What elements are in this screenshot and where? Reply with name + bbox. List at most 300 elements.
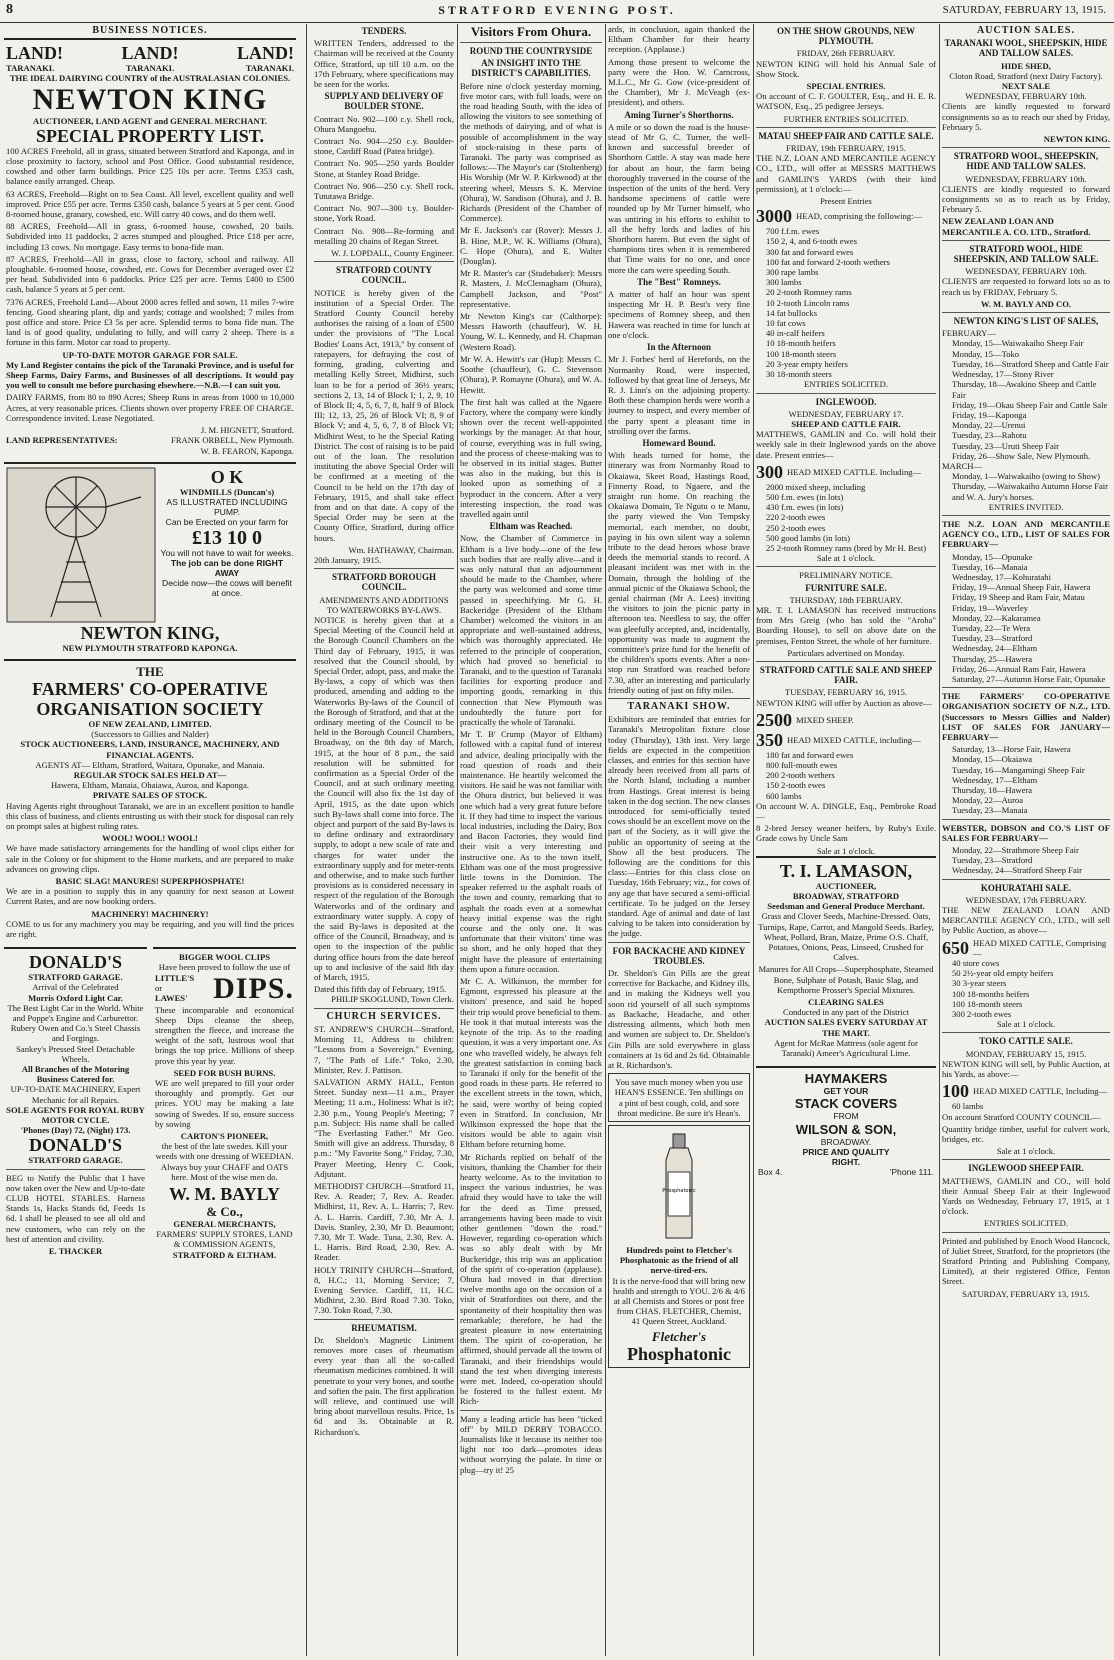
windmill-wait: You will not have to wait for weeks. bbox=[160, 547, 294, 558]
head-count: 3000 bbox=[756, 206, 792, 227]
article-paragraph: Mr E. Jackson's car (Rover): Messrs J. B. Hine, M.P., W. K. Williams (Ohura), C. Hope (Ohura), and E. Walter (Douglas). bbox=[460, 225, 602, 267]
windmill-decide: Decide now—the cows will benefit at once. bbox=[162, 578, 292, 599]
head-count: 100 bbox=[942, 1081, 969, 1102]
nk-toko-body: NEWTON KING will sell, by Public Auction, at his Yards, as above:— bbox=[942, 1058, 1110, 1080]
church-notice: HOLY TRINITY CHURCH—Stratford, 8, H.C.; 11, Morning Service; 7, Evening Service. Cardiff, 11, H.C. Midhirst, 2.30. Bird Road 7.30. Toko, 7.30. Toko Road, 7.30. bbox=[314, 1264, 454, 1316]
article-paragraph: Mr Richards replied on behalf of the visitors, thanking the Chamber for their hearty welcome. As to the invitation to inspect the various industries, he was afraid they would have to take the will for the deed as Time pressed, arrangements having been made to visit other gentlemen "down the road." However, regarding co-operation which was so ably dealt with by Mr Buckeridge, this trip was an application of the spirit of co-operation (applause). Ohura had moved in that direction twelve months ago on the occasion of a visit of Stratfordites out there, and the spontaneity of their hospitality then was remarkable; therefore, he had the greatest pleasure in now entertaining them. The spirit of co-operation, he affirmed, should pervade all the towns of Taranaki, and their friendships would stand the test when diverging interests were met. Indeed, co-operation should be fostered to the fullest extent. Mr Rich- bbox=[460, 1151, 602, 1407]
wool-body: We have made satisfactory arrangements for the handling of wool clips either for sale in the Colony or for shipment to the Home markets, and are prepared to make advances on growing clips. bbox=[6, 843, 294, 874]
windmill-title: WINDMILLS (Duncan's) bbox=[179, 486, 275, 497]
list-item: Monday, 1—Waiwakaiho (owing to Show) bbox=[952, 471, 1100, 482]
windmill-erect: Can be Erected on your farm for bbox=[165, 517, 289, 528]
article-paragraph: Mr W. A. Hewitt's car (Hup): Messrs C. Soothe (chauffeur), G. C. Stevenson (Ohura), P. Romayne (Ohura), and W. A. Hewitt. bbox=[460, 353, 602, 395]
stock-list bbox=[756, 226, 936, 379]
donalds-phones: 'Phones (Day) 72, (Night) 173. bbox=[20, 1125, 131, 1136]
dingle-body: 8 2-bred Jersey weaner heifers, by Ruby's Exile. Grade cows by Uncle Sam bbox=[756, 823, 936, 844]
bottom-ads bbox=[4, 947, 296, 1266]
divider bbox=[942, 879, 1110, 880]
list-item: Thursday, 18—Hawera bbox=[952, 785, 1033, 796]
medicine-bottle-icon bbox=[656, 1132, 702, 1242]
basic-heading: BASIC SLAG! MANURES! SUPERPHOSPHATE! bbox=[55, 875, 245, 886]
mon-15: MONDAY, FEBRUARY 15, 1915. bbox=[965, 1048, 1087, 1059]
divider bbox=[942, 515, 1110, 516]
furniture-heading: FURNITURE SALE. bbox=[805, 582, 887, 593]
list-item: Tuesday, 16—Stratford Sheep and Cattle Fair bbox=[952, 358, 1109, 369]
divider bbox=[608, 942, 750, 943]
list-item: Wednesday, 24—Eltham bbox=[952, 643, 1038, 654]
taranaki-word: TARANAKI. bbox=[245, 63, 294, 74]
donalds-garage-ad bbox=[4, 947, 147, 1263]
church-notice: METHODIST CHURCH—Stratford 11, Rev. A. Reader; 7, Rev. A. Reader. Midhirst, 11, Rev. A. L. Harris; 7, Rev. A. L. Harris. Cardiff, 7.30, Mr A. J. Davis. Stanley, 2.30, Mr D. Beaumont; 7.30, Mr T. Wade. Tuna, 2.30, Rev. A. L. Harris. Bird Road, 2.30, Rev. A. Reader. bbox=[314, 1180, 454, 1263]
divider bbox=[942, 1159, 1110, 1160]
sales-list bbox=[942, 845, 1110, 876]
dip-lawes: LAWES' bbox=[155, 992, 188, 1003]
phone-number: 'Phone 111. bbox=[889, 1167, 934, 1178]
column-rule bbox=[457, 24, 458, 1656]
kohuratahi-heading: KOHURATAHI SALE. bbox=[980, 882, 1072, 893]
showgrounds-heading: ON THE SHOW GROUNDS, NEW PLYMOUTH. bbox=[777, 26, 915, 47]
donalds-sole: SOLE AGENTS FOR ROYAL RUBY MOTOR CYCLE. bbox=[6, 1104, 145, 1126]
thu-18: THURSDAY, 18th FEBRUARY. bbox=[789, 594, 903, 605]
windmill-sub: AS ILLUSTRATED INCLUDING PUMP. bbox=[166, 496, 288, 518]
windmill-firm: NEWTON KING, bbox=[80, 622, 220, 643]
list-item: Friday, 19—Kaponga bbox=[952, 409, 1027, 420]
clearing-body: Conducted in any part of the District bbox=[782, 1007, 909, 1018]
divider bbox=[942, 240, 1110, 241]
issue-date: SATURDAY, FEBRUARY 13, 1915. bbox=[942, 4, 1106, 16]
column-rule bbox=[753, 24, 754, 1656]
hay-line: GET YOUR bbox=[823, 1086, 869, 1097]
phos-brand-2: Phosphatonic bbox=[626, 1343, 732, 1364]
list-item: 30 18-month steers bbox=[766, 369, 832, 380]
list-item: 10 fat cows bbox=[766, 318, 806, 329]
list-item: Tuesday, 22—Te Wera bbox=[952, 622, 1031, 633]
divider bbox=[942, 312, 1110, 313]
article-paragraph: ards, in conclusion, again thanked the Eltham Chamber for their hearty reception. (Applause.) bbox=[608, 24, 750, 55]
contract: Contract No. 907—300 t.y. Boulder-stone, York Road. bbox=[314, 203, 454, 224]
list-item: Monday, 22—Kakaramea bbox=[952, 612, 1041, 623]
list-item: Monday, 15—Opunake bbox=[952, 551, 1033, 562]
list-item: Saturday, 27—Autumn Horse Fair, Opunake bbox=[952, 673, 1106, 684]
wilson-ad bbox=[756, 1066, 936, 1180]
list-item: Thursday, 18—Awakino Sheep and Cattle Fair bbox=[952, 379, 1097, 400]
dips-names bbox=[155, 973, 194, 1005]
article-title: Visitors From Ohura. bbox=[470, 24, 592, 39]
bayly-intro: Have been proved to follow the use of bbox=[158, 962, 291, 973]
further-entries: FURTHER ENTRIES SOLICITED. bbox=[783, 113, 909, 124]
list-item: 30 3-year steers bbox=[952, 978, 1007, 989]
article-paragraph: Mr T. B' Crump (Mayor of Eltham) followed with a capital fund of interest and advice, dealing principally with the road question of roads and their maintenance. He heartily welcomed the visitors. He said he was not familiar with the Ohura district, but believed it was one which had a very great future before it. If they had time to inspect the various local industries, including the Dairy, Box and Bacon Factories, they would find their visit a very interesting and instructive one. As to the town itself, Eltham was one of the most progressive little towns in the Dominion. The speaker referred to the asphalt roads of the town and county, remarking that to asphalt the roads even at a somewhat heavy initial expense was the right course and the only one. It was unfortunate that their visitors' time was so short, and he only hoped that they might have the pleasure of entertaining them upon a future occasion. bbox=[460, 729, 602, 974]
wed-10: WEDNESDAY, FEBRUARY 10th. bbox=[965, 266, 1087, 277]
sale-time: Sale at 1 o'clock. bbox=[996, 1146, 1056, 1157]
stables-signature: E. THACKER bbox=[48, 1246, 103, 1257]
month-label: FEBRUARY— bbox=[942, 328, 996, 339]
farmers-successors: (Successors to Gillies and Nalder) bbox=[91, 729, 209, 740]
list-item: 20 3-year empty heifers bbox=[766, 358, 848, 369]
divider bbox=[942, 819, 1110, 820]
amendments-heading: AMENDMENTS AND ADDITIONS TO WATERWORKS BY-LAWS. bbox=[319, 594, 449, 615]
head-desc: MIXED SHEEP. bbox=[796, 714, 854, 725]
article-paragraph: Mr Newton King's car (Calthorpe): Messrs Haworth (chauffeur), W. H. Young, W. L. Kennedy, and H. Chapman (Western Road). bbox=[460, 311, 602, 352]
divider bbox=[756, 566, 936, 567]
nk-show-sale: NEWTON KING will hold his Annual Sale of Show Stock. bbox=[756, 58, 936, 79]
heans-essence-ad: You save much money when you use HEAN'S ESSENCE. Ten shillings on a pint of best cough, cold, and sore throat medicine. Be sure it's Hean's. bbox=[608, 1073, 750, 1122]
land-word: LAND! bbox=[6, 43, 63, 64]
nk-signature: NEWTON KING. bbox=[1043, 134, 1110, 145]
machinery-heading: MACHINERY! MACHINERY! bbox=[91, 908, 209, 919]
farmers-coop-ad bbox=[4, 659, 296, 944]
head-2500 bbox=[756, 710, 936, 730]
nzl-list-heading: THE N.Z. LOAN AND MERCANTILE AGENCY CO., LTD., LIST OF SALES FOR FEBRUARY— bbox=[942, 518, 1110, 550]
list-item: 200 2-tooth wethers bbox=[766, 770, 835, 781]
list-title: SPECIAL PROPERTY LIST. bbox=[36, 125, 264, 146]
mg-annual-body: MATTHEWS, GAMLIN and CO., will hold their Annual Sheep Fair at their Inglewood Yards on Wednesday, February 17, 1915, at 1 o'clock. bbox=[942, 1175, 1110, 1217]
month-label: MARCH— bbox=[942, 460, 983, 471]
farmers-stock: STOCK AUCTIONEERS, LAND, INSURANCE, MACHINERY, AND FINANCIAL AGENTS. bbox=[20, 739, 280, 760]
dip-little: LITTLE'S bbox=[155, 972, 195, 983]
tara-wool-heading: TARANAKI WOOL, SHEEPSKIN, HIDE AND TALLOW SALES. bbox=[944, 38, 1108, 59]
taranaki-word: TARANAKI. bbox=[125, 63, 175, 74]
masthead: STRATFORD EVENING POST. bbox=[438, 3, 676, 17]
til-manures: Manures for All Crops—Superphosphate, Steamed Bone, Sulphate of Potash, Basic Slag, and Kempthorne Prosser's Special Mixtures. bbox=[758, 964, 934, 995]
firm-name: NEWTON KING bbox=[32, 82, 268, 116]
hide-shed: HIDE SHED, bbox=[1001, 60, 1051, 71]
list-item: 100 18-month steers bbox=[766, 348, 837, 359]
nk-offer: NEWTON KING will offer by Auction as above— bbox=[756, 697, 932, 708]
dingle-account: On account W. A. DINGLE, Esq., Pembroke Road— bbox=[756, 800, 936, 821]
list-item: 10 18-month heifers bbox=[766, 338, 836, 349]
list-item: 500 good lambs (in lots) bbox=[766, 532, 851, 543]
machinery-body: COME to us for any machinery you may be requiring, and you will find the prices are right. bbox=[6, 918, 294, 939]
list-item: Wednesday, 24—Stratford Sheep Fair bbox=[952, 865, 1083, 876]
tue-16: TUESDAY, FEBRUARY 16, 1915. bbox=[785, 687, 907, 698]
phos-body: It is the nerve-food that will bring new health and strength to YOU. 2/6 & 4/6 at all Chemists and Stores or post free from CHAS. FLETCHER, Chemist, 41 Queen Street, Auckland. bbox=[612, 1275, 746, 1327]
show-heading: TARANAKI SHOW. bbox=[627, 701, 731, 712]
inglewood-fair-heading: INGLEWOOD SHEEP FAIR. bbox=[968, 1163, 1084, 1174]
contract: Contract No. 902—100 c.y. Shell rock, Ohura Mangoehu. bbox=[314, 113, 454, 134]
column-rule bbox=[605, 24, 606, 1656]
donalds-sankey: Sankey's Pressed Steel Detachable Wheels. bbox=[16, 1043, 135, 1064]
land-register: My Land Register contains the pick of the Taranaki Province, and is useful for Sheep Farms, Dairy Farms, and Businesses of all descriptions. It would pay you well to consult me before purchasing elsewhere.—N.B.—I can suit you. bbox=[6, 359, 294, 391]
windmill-job: The job can be done RIGHT AWAY bbox=[170, 557, 284, 578]
phosphatonic-ad bbox=[608, 1125, 750, 1368]
page-header bbox=[0, 0, 1114, 23]
til-address: BROADWAY, STRATFORD bbox=[792, 891, 900, 902]
list-item: Monday, 15—Waiwakaiho Sheep Fair bbox=[952, 338, 1084, 349]
friday-19: FRIDAY, 19th FEBRUARY, 1915. bbox=[786, 143, 906, 154]
hay-line: STACK COVERS bbox=[794, 1096, 898, 1112]
list-item: 14 fat bullocks bbox=[766, 307, 818, 318]
stratford-cattle-heading: STRATFORD CATTLE SALE AND SHEEP FAIR. bbox=[759, 664, 933, 686]
phos-head: Hundreds point to Fletcher's Phosphatonic as the friend of all nerve-tired-ers. bbox=[619, 1244, 739, 1276]
divider bbox=[314, 1008, 454, 1009]
sales-list bbox=[942, 471, 1110, 502]
sales-list bbox=[942, 744, 1110, 815]
clients-notice: CLIENTS are kindly requested to forward consignments so as to reach us by Friday, February 5. bbox=[942, 183, 1110, 215]
nk-list-heading: NEWTON KING'S LIST OF SALES, bbox=[953, 316, 1099, 327]
head-count: 300 bbox=[756, 461, 783, 482]
list-item: Tuesday, 23—Manaia bbox=[952, 805, 1028, 816]
printer-imprint: Printed and published by Enoch Wood Hancock, of Juliet Street, Stratford, for the proprietors (the Stratford Printing and Publishing Company, Limited), at their registered Office, Fenton Street. bbox=[942, 1235, 1110, 1287]
present-entries: Present Entries bbox=[820, 196, 872, 207]
column-rule bbox=[306, 24, 307, 1656]
list-item: 100 18-months heifers bbox=[952, 988, 1030, 999]
windmill-towns: NEW PLYMOUTH STRATFORD KAPONGA. bbox=[62, 642, 238, 653]
til-name: T. I. LAMASON, bbox=[779, 860, 913, 881]
particulars: Particulars advertised on Monday. bbox=[787, 647, 905, 658]
windmill-block bbox=[6, 467, 294, 623]
sheep-fair: SHEEP AND CATTLE FAIR. bbox=[791, 418, 901, 429]
church-notice: SALVATION ARMY HALL, Fenton Street. Sunday next—11 a.m., Prayer Meeting; 11 a.m., Holiness: What is it?; 2.30 p.m., Young People's Meeting; 7 p.m. Subject: His name shall be called "The Everlasting Father." Mr Geo. Smith will give an address. Thursday, 8 p.m.: "My Favorite Song." Friday, 7.30, Prayer Meeting, Henry C. Cook, Adjutant. bbox=[314, 1076, 454, 1179]
windmill-illustration-icon bbox=[6, 467, 156, 623]
divider bbox=[608, 698, 750, 699]
borough-heading: STRATFORD BOROUGH COUNCIL. bbox=[331, 572, 437, 593]
divider bbox=[756, 661, 936, 662]
dairy-farms: DAIRY FARMS, from 80 to 890 Acres; Sheep Runs in areas from 1000 to 10,000 Acres, at very reasonable prices. Clients shown over property FREE OF CHARGE. Correspondence invited. Lease Negotiated. bbox=[6, 392, 294, 423]
donalds-sub: STRATFORD GARAGE. bbox=[28, 972, 123, 983]
ideal-country: THE IDEAL DAIRYING COUNTRY of the AUSTRALASIAN COLONIES. bbox=[9, 73, 291, 84]
divider bbox=[314, 1319, 454, 1320]
firm-role: AUCTIONEER, LAND AGENT and GENERAL MERCHANT. bbox=[33, 115, 267, 126]
list-item: 300 lambs bbox=[766, 277, 802, 288]
windmill-price: £13 10 0 bbox=[192, 526, 262, 549]
strat-wool-heading: STRATFORD WOOL, SHEEPSKIN, HIDE AND TALLOW SALES. bbox=[953, 151, 1099, 172]
tenders-heading: TENDERS. bbox=[361, 26, 407, 36]
head-3000 bbox=[756, 206, 936, 226]
strat-wool-heading-2: STRATFORD WOOL, HIDE SHEEPSKIN, AND TALLOW SALE. bbox=[953, 243, 1099, 265]
nz-loan-body: THE N.Z. LOAN AND MERCANTILE AGENCY CO., LTD., will offer at MESSRS MATTHEWS and GAMLIN'S YARDS (with their kind permission), at 1 o'clock:— bbox=[756, 153, 936, 194]
entries-invited: ENTRIES INVITED. bbox=[988, 501, 1064, 512]
bayly-stores: FARMERS' SUPPLY STORES, LAND & COMMISSION AGENTS, bbox=[156, 1229, 293, 1250]
list-item: 180 fat and forward ewes bbox=[766, 749, 854, 760]
head-100 bbox=[942, 1081, 1110, 1101]
article-paragraph: A mile or so down the road is the house-stead of Mr G. C. Turner, the well-known and successful breeder of Shorthorn Cattle. A stay was made here for about an hour, the farm being thoroughly traversed in the course of the inspection of the units of the herd. Very handsome specimens of cattle were rounded up by Mr Turner himself, who was untiring in his efforts to exhibit to all the hefty lords and ladies of his Shorthorn harem. But even the sight of champions tires when it is remembered that Time waits for no one, and once more the cars were speeding South. bbox=[608, 121, 750, 275]
motor-garage: UP-TO-DATE MOTOR GARAGE FOR SALE. bbox=[62, 349, 238, 360]
carton-body: the best of the late swedes. Kill your weeds with one dressing of WEEDIAN. Always buy your CHAFF and OATS here. Most of the wise men do. bbox=[155, 1141, 294, 1182]
show-body: Exhibitors are reminded that entries for Taranaki's Metropolitan fixture close today (Thursday), 13th inst. Very large fields are expected in the competition classes, and entries for this section have already been received from all parts of the North Island, including a number from Hastings. Great interest is being taken in the dog section. The new classes introduced for semi-officially tested cows should be an excellent move on the part of the Society, as it will give the public an opportunity of seeing at the Show all the best producers. The following are the conditions for this class:—Entries for this class close on Tuesday, 16th February; viz., for cows of any age that have secured a semi-official certificate. To be judged on the Jersey standard. Age of animal and date of last calving to be taken into consideration by the judge. bbox=[608, 714, 750, 939]
article-paragraph: Before nine o'clock yesterday morning, five motor cars, with full loads, were on the road heading South, with the idea of allowing the visitors to see something of the methods of dairying, and of what is possible of accomplishment in the way of stock-raising in these parts of Taranaki. The party was comprised as follows:—The Mayor's car (Stoltenberg) His Worship (Mr W. P. Kirkwood) at the steering wheel, Messrs S. K. Mervine (Ohura), W. Sandison (Ohura), and J. B. Richards (President of the Chamber of Commerce). bbox=[460, 80, 602, 224]
list-item: Tuesday, 23—Uruti Sheep Fair bbox=[952, 440, 1060, 451]
list-item: 250 2-tooth ewes bbox=[766, 522, 826, 533]
contract: Contract No. 906—250 c.y. Shell rock, Tututawa Bridge. bbox=[314, 180, 454, 202]
article-paragraph: The first halt was called at the Ngaere Factory, where the company were kindly shown over the recent well-appointed workings by the manager. At that hour, of course, everything was in full swing, and the process of cheese-making was to be observed in its initial stages. Butter was also in the making, but this is looked upon as something of a byproduct in the concern. After a very interesting inspection, the road was travelled again until bbox=[460, 396, 602, 519]
list-item: 600 lambs bbox=[766, 790, 802, 801]
list-item: Monday, 22—Strathmore Sheep Fair bbox=[952, 845, 1079, 856]
sales-list bbox=[942, 338, 1110, 460]
til-seeds: Seedsman and General Produce Merchant. bbox=[767, 901, 925, 912]
list-item: Friday, 26—Show Sale, New Plymouth. bbox=[952, 450, 1091, 461]
donalds-uptodate: UP-TO-DATE MACHINERY, Expert Mechanic for all Repairs. bbox=[10, 1084, 141, 1105]
seed-body: WE are well prepared to fill your order thoroughly and promptly. Get our prices. YOU may be making a late sowing of Swedes. If so, ensure success by sowing bbox=[155, 1078, 294, 1129]
donalds-name-2: DONALD'S bbox=[28, 1135, 122, 1156]
list-item: Tuesday, 23—Rahotu bbox=[952, 430, 1027, 441]
list-item: Friday, 19—Waverley bbox=[952, 602, 1029, 613]
list-item: Thursday, 25—Hawera bbox=[952, 653, 1033, 664]
entries-solicited: ENTRIES SOLICITED. bbox=[983, 1218, 1069, 1229]
sale-time: Sale at 1 o'clock. bbox=[996, 1019, 1056, 1030]
lamason-ad bbox=[756, 856, 936, 1063]
auction-every: AUCTION SALES EVERY SATURDAY AT THE MART. bbox=[764, 1017, 928, 1038]
church-heading: CHURCH SERVICES. bbox=[326, 1010, 442, 1022]
hay-line: PRICE AND QUALITY bbox=[802, 1146, 890, 1157]
list-item: 50 2½-year old empty heifers bbox=[952, 968, 1054, 979]
clients-notice: CLIENTS are requested to forward lots so as to reach us by FRIDAY, February 5. bbox=[942, 276, 1110, 297]
turner-subhead: Aming Turner's Shorthorns. bbox=[624, 109, 734, 120]
donalds-best: The Best Light Car in the World. White and Poppe's Engine and Carburettor. bbox=[7, 1002, 144, 1023]
column-rule bbox=[939, 24, 940, 1656]
land-word: LAND! bbox=[121, 43, 179, 64]
head-desc: HEAD MIXED CATTLE, including— bbox=[787, 734, 921, 745]
article-subtitle-2: AN INSIGHT INTO THE DISTRICT'S CAPABILITIES. bbox=[471, 58, 591, 79]
hay-line: WILSON & SON, bbox=[795, 1121, 897, 1137]
list-item: Tuesday, 16—Manaia bbox=[952, 561, 1028, 572]
wed-17: WEDNESDAY, 17th FEBRUARY. bbox=[965, 894, 1087, 905]
list-item: 25 2-tooth Romney rams (bred by Mr H. Best) bbox=[766, 542, 927, 553]
clearing-heading: CLEARING SALES bbox=[808, 997, 884, 1008]
council-date: 20th January, 1915. bbox=[314, 554, 382, 565]
bayly-co: & Co., bbox=[206, 1204, 243, 1220]
contract: Contract No. 905—250 yards Boulder Stone, at Stanley Road Bridge. bbox=[314, 158, 454, 179]
list-item: Wednesday, 17—Kohuratahi bbox=[952, 571, 1051, 582]
next-sale: NEXT SALE bbox=[1001, 81, 1051, 92]
mattress-agent: Agent for McRae Mattress (sole agent for Taranaki) Ameer's Agricultural Lime. bbox=[774, 1037, 918, 1059]
hay-line: HAYMAKERS bbox=[804, 1071, 888, 1087]
newton-king-property-ad bbox=[4, 38, 296, 459]
column-auction-sales bbox=[942, 24, 1110, 1656]
list-item: 2000 mixed sheep, including bbox=[766, 481, 866, 492]
head-count: 2500 bbox=[756, 709, 792, 730]
borough-signature: PHILIP SKOGLUND, Town Clerk. bbox=[331, 994, 454, 1005]
borough-body: NOTICE is hereby given that at a Special Meeting of the Council held at the Borough Council Chambers on the Third day of February, 1915, it was resolved that the Council should, by Special Order, adopt, pass, and make the By-laws, a copy of which was then produced, amending and adding to the Waterworks By-laws of the Council of the Borough of Stratford, and that at the ordinary meeting of the Council to be held in the Borough Council Chambers, Broadway, on the 8th day of March, 1915, at the hour of 8 p.m., the said resolution will be submitted for confirmation as a Special Order of the Council, and at such ordinary meeting the Council will also fix the 1st day of April, 1915, as the date upon which such By-laws shall come into force. The object and purport of the said By-laws is to define ordinary and extraordinary supply, to adopt a new scale of rate and charges for water under the extraordinary supply and for meter-rents and otherwise, and to make such further provisions as is considered necessary in respect of the regulation of the Borough Waterworks and of the ordinary and extraordinary water supply. A copy of the said By-laws is deposited at the office of the Council, Broadway, and is open to the inspection of the public during office hours from the date hereof up to and inclusive of the said 8th day of March, 1915. bbox=[314, 614, 454, 983]
listing: 100 ACRES Freehold, all in grass, situated between Stratford and Kaponga, and in close proximity to factory, school and Post Office. Good substantial residence, cowshed and other farm buildings. Price £25 10s per acre. Terms £353 cash, balance easily arranged. Cheap. bbox=[6, 145, 294, 187]
county-account: On account Stratford COUNTY COUNCIL— bbox=[942, 1111, 1101, 1122]
seed-heading: SEED FOR BUSH BURNS. bbox=[173, 1067, 276, 1078]
wed-17: WEDNESDAY, FEBRUARY 17. bbox=[788, 408, 904, 419]
taranaki-word: TARANAKI. bbox=[6, 63, 55, 74]
list-item: 700 f.f.m. ewes bbox=[766, 226, 820, 237]
land-word: LAND! bbox=[237, 43, 294, 64]
agent-hignett: J. M. HIGNETT, Stratford. bbox=[200, 425, 294, 436]
list-item: 500 f.m. ewes (in lots) bbox=[766, 491, 844, 502]
fcos-list-heading: THE FARMERS' CO-OPERATIVE ORGANISATION SOCIETY OF N.Z., LTD. (Successors to Messrs Gillies and Nalder) LIST OF SALES FOR JANUARY—FEBRUARY— bbox=[942, 691, 1110, 742]
column-visitors-article bbox=[460, 24, 602, 1656]
agent-orbell: FRANK ORBELL, New Plymouth. bbox=[171, 435, 294, 446]
bayly-signature: W. M. BAYLY AND CO. bbox=[980, 298, 1072, 309]
clients-notice: Clients are kindly requested to forward consignments so as to reach our shed by Friday, February 5. bbox=[942, 101, 1110, 132]
divider bbox=[314, 568, 454, 569]
list-item: 300 2-tooth ewes bbox=[952, 1009, 1012, 1020]
inglewood-heading: INGLEWOOD. bbox=[815, 396, 877, 407]
dips-block bbox=[155, 973, 294, 1005]
donalds-car: Morris Oxford Light Car. bbox=[28, 992, 123, 1003]
romneys-subhead: The "Best" Romneys. bbox=[637, 276, 721, 287]
friday-26: FRIDAY, 26th FEBRUARY. bbox=[796, 48, 896, 59]
divider bbox=[756, 393, 936, 394]
nzl-kohu-body: THE NEW ZEALAND LOAN AND MERCANTILE AGENCY CO., LTD., will sell by Public Auction, as above— bbox=[942, 905, 1110, 936]
agent-fearon: W. B. FEARON, Kaponga. bbox=[200, 445, 294, 456]
basic-body: We are in a position to supply this in any quantity for next season at Lowest Current Rates, and are now booking orders. bbox=[6, 886, 294, 907]
column-business-notices bbox=[4, 24, 296, 1656]
wool-heading: WOOL! WOOL! WOOL! bbox=[102, 833, 198, 844]
donalds-arrival: Arrival of the Celebrated bbox=[32, 982, 119, 993]
list-item: Friday, 26—Annual Ram Fair, Hawera bbox=[952, 663, 1086, 674]
rheumatism-heading: RHEUMATISM. bbox=[351, 1322, 417, 1333]
backache-heading: FOR BACKACHE AND KIDNEY TROUBLES. bbox=[612, 945, 746, 966]
entries-solicited: ENTRIES SOLICITED. bbox=[803, 379, 889, 390]
article-paragraph: Now, the Chamber of Commerce in Eltham is a live body—one of the few such bodies that are really alive—and it was only natural that an adjournment should be made to the Chamber, where the party was welcomed and some time passed in speechifying. Mr G. H. Backeridge (President of the Eltham Chamber) welcomed the visitors in an appropriate and well-sustained address, which was thoroughly appreciated. He referred to the principle of cooperation, which had proved so beneficial to Taranaki, and to the question of Taranaki facilities for exporting produce and importing goods, remarking in this connection that New Plymouth was undoubtedly the future port for practically the whole of Taranaki. bbox=[460, 533, 602, 727]
taranaki-banner bbox=[6, 63, 294, 73]
head-desc: HEAD MIXED CATTLE, Including— bbox=[973, 1086, 1108, 1097]
council-signature: Wm. HATHAWAY, Chairman. bbox=[348, 544, 454, 555]
list-item: Monday, 22—Urenui bbox=[952, 420, 1026, 431]
stock-list bbox=[942, 958, 1110, 1019]
donalds-rubery: Rubery Owen and Co.'s Steel Chassis and Forgings. bbox=[10, 1023, 141, 1044]
mg-body: MATTHEWS, GAMLIN and Co. will hold their weekly sale in their Inglewood yards on the above date. Present entries— bbox=[756, 429, 936, 460]
column-stock-sales bbox=[756, 24, 936, 1656]
land-banner bbox=[6, 43, 294, 63]
church-notice: ST. ANDREW'S CHURCH—Stratford, Morning 11, Address to children: "Lessons from a Sovereign." Evening, 7, "The Path of Life." Toko, 2.30, Minister, Rev. J. Pattison. bbox=[314, 1023, 454, 1075]
head-desc: HEAD MIXED CATTLE, Comprising— bbox=[973, 937, 1107, 958]
divider bbox=[314, 261, 454, 262]
eltham-subhead: Eltham was Reached. bbox=[489, 521, 573, 532]
listing: 88 ACRES, Freehold—All in grass, 6-roomed house, cowshed, 20 bails. Subdivided into 11 paddocks, 2 acres stumped and ploughed. Price £18 per acre, including 13 cows. No mortgage. Easy terms to bona-fide man. bbox=[6, 221, 294, 252]
stables-notice: BEG to Notify the Public that I have now taken over the New and Up-to-date CLUB HOTEL STABLES. Harness Stands 1s, Hacks Stands 6d, Feeds 1s 6d. I shall be pleased to see all old and new customers, who can rely on the best of attention and civility. bbox=[6, 1172, 145, 1244]
article-subtitle: ROUND THE COUNTRYSIDE bbox=[469, 46, 593, 56]
divider bbox=[756, 127, 936, 128]
carton-heading: CARTON'S PIONEER, bbox=[180, 1131, 269, 1142]
til-role: AUCTIONEER, bbox=[815, 880, 877, 891]
list-item: 20 2-tooth Romney rams bbox=[766, 287, 852, 298]
sale-time: Sale at 1 o'clock. bbox=[816, 553, 876, 564]
divider bbox=[942, 147, 1110, 148]
divider bbox=[942, 1032, 1110, 1033]
column-tenders bbox=[314, 24, 454, 1656]
article-paragraph: With heads turned for home, the itinerary was from Normanby Road to Okaiawa, Skeet Road, Hastings Road, Finnerty Road, to Ngaere, and the straight run home. On reaching the Okaiawa Domain, Te Ngutu o te Manu, the party viewed the Von Tempsky memorial, each member, no doubt, paying in his own silent way a solemn tribute to the dead heroes whose brave deeds the memorial stands to record. A pleasant incident was met with in the Domain, through the holding of the annual picnic of the Okaiawa School, the genial chairman (Mr A. Lees) inviting the visitors to join the picnic party in afternoon tea. Needless to say, the offer was gleefully accepted, and, incidentally, opportunity was made to augment the committee's prize fund for the benefit of the children's sports events. After a non-stop run Stratford was reached before 7.30, after an interesting and particularly friendly outing of just on fifty miles. bbox=[608, 450, 750, 695]
list-item: Monday, 15—Okaiawa bbox=[952, 754, 1033, 765]
special-entries: SPECIAL ENTRIES. bbox=[806, 81, 886, 92]
list-item: Thursday, —Waiwakaiho Autumn Horse Fair and W. A. Jury's horses. bbox=[952, 481, 1109, 502]
afternoon-subhead: In the Afternoon bbox=[646, 342, 711, 353]
list-item: 150 2-tooth ewes bbox=[766, 780, 826, 791]
phos-brand: Fletcher's bbox=[651, 1328, 707, 1344]
list-item: 430 f.m. ewes (in lots) bbox=[766, 502, 844, 513]
hay-line: BROADWAY. bbox=[820, 1136, 872, 1147]
tenders-body: WRITTEN Tenders, addressed to the Chairman will be received at the County Office, Stratford, up till 10 a.m. on the 17th February, where specifications may be seen for the works. bbox=[314, 38, 454, 90]
contact-row bbox=[758, 1167, 934, 1177]
list-item: 100 18-month steers bbox=[952, 998, 1023, 1009]
farmers-name-1: FARMERS' CO-OPERATIVE bbox=[32, 678, 268, 699]
divider bbox=[942, 1232, 1110, 1233]
list-item: 40 store cows bbox=[952, 958, 1000, 969]
donalds-name: DONALD'S bbox=[28, 952, 122, 973]
head-350 bbox=[756, 730, 936, 750]
rheumatism-body: Dr. Sheldon's Magnetic Liniment removes more cases of rheumatism every year than all the so-called rheumatism medicines combined. It will penetrate to your very bones, and soothe and soften the pain. The first application will relieve, and continued use will bring about marvellous results. Price, 1s 6d and 3s. Obtainable at R. Richardson's. bbox=[314, 1334, 454, 1437]
farmers-body: Having Agents right throughout Taranaki, we are in an excellent position to handle this class of business, and clients entrusting us with their stock for disposal can rely on prompt sales at highest ruling rates. bbox=[6, 800, 294, 831]
supply-heading: SUPPLY AND DELIVERY OF BOULDER STONE. bbox=[324, 91, 444, 112]
list-item: 100 fat and forward 2-tooth wethers bbox=[766, 256, 890, 267]
list-item: Friday, 19 Sheep and Ram Fair, Matau bbox=[952, 592, 1085, 603]
bayly-name: W. M. BAYLY bbox=[168, 1184, 281, 1205]
dips-word: DIPS. bbox=[213, 971, 294, 1005]
contract: Contract No. 908—Re-forming and metalling 20 chains of Regan Street. bbox=[314, 225, 454, 246]
column-article-continued bbox=[608, 24, 750, 1656]
donalds-branches: All Branches of the Motoring Business Catered for. bbox=[21, 1064, 130, 1085]
page-number: 8 bbox=[6, 2, 13, 17]
article-paragraph: A matter of half an hour was spent inspecting Mr H. P. Best's very fine specimens of Romney sheep, and then Hawera was reached in time for lunch at one o'clock. bbox=[608, 289, 750, 340]
farmers-regular: REGULAR STOCK SALES HELD AT— bbox=[73, 769, 227, 780]
toko-heading: TOKO CATTLE SALE. bbox=[979, 1036, 1073, 1047]
the-word: THE bbox=[136, 663, 164, 679]
contract: Contract No. 904—250 c.y. Boulder-stone, Cardiff Road (Patea bridge). bbox=[314, 136, 454, 157]
